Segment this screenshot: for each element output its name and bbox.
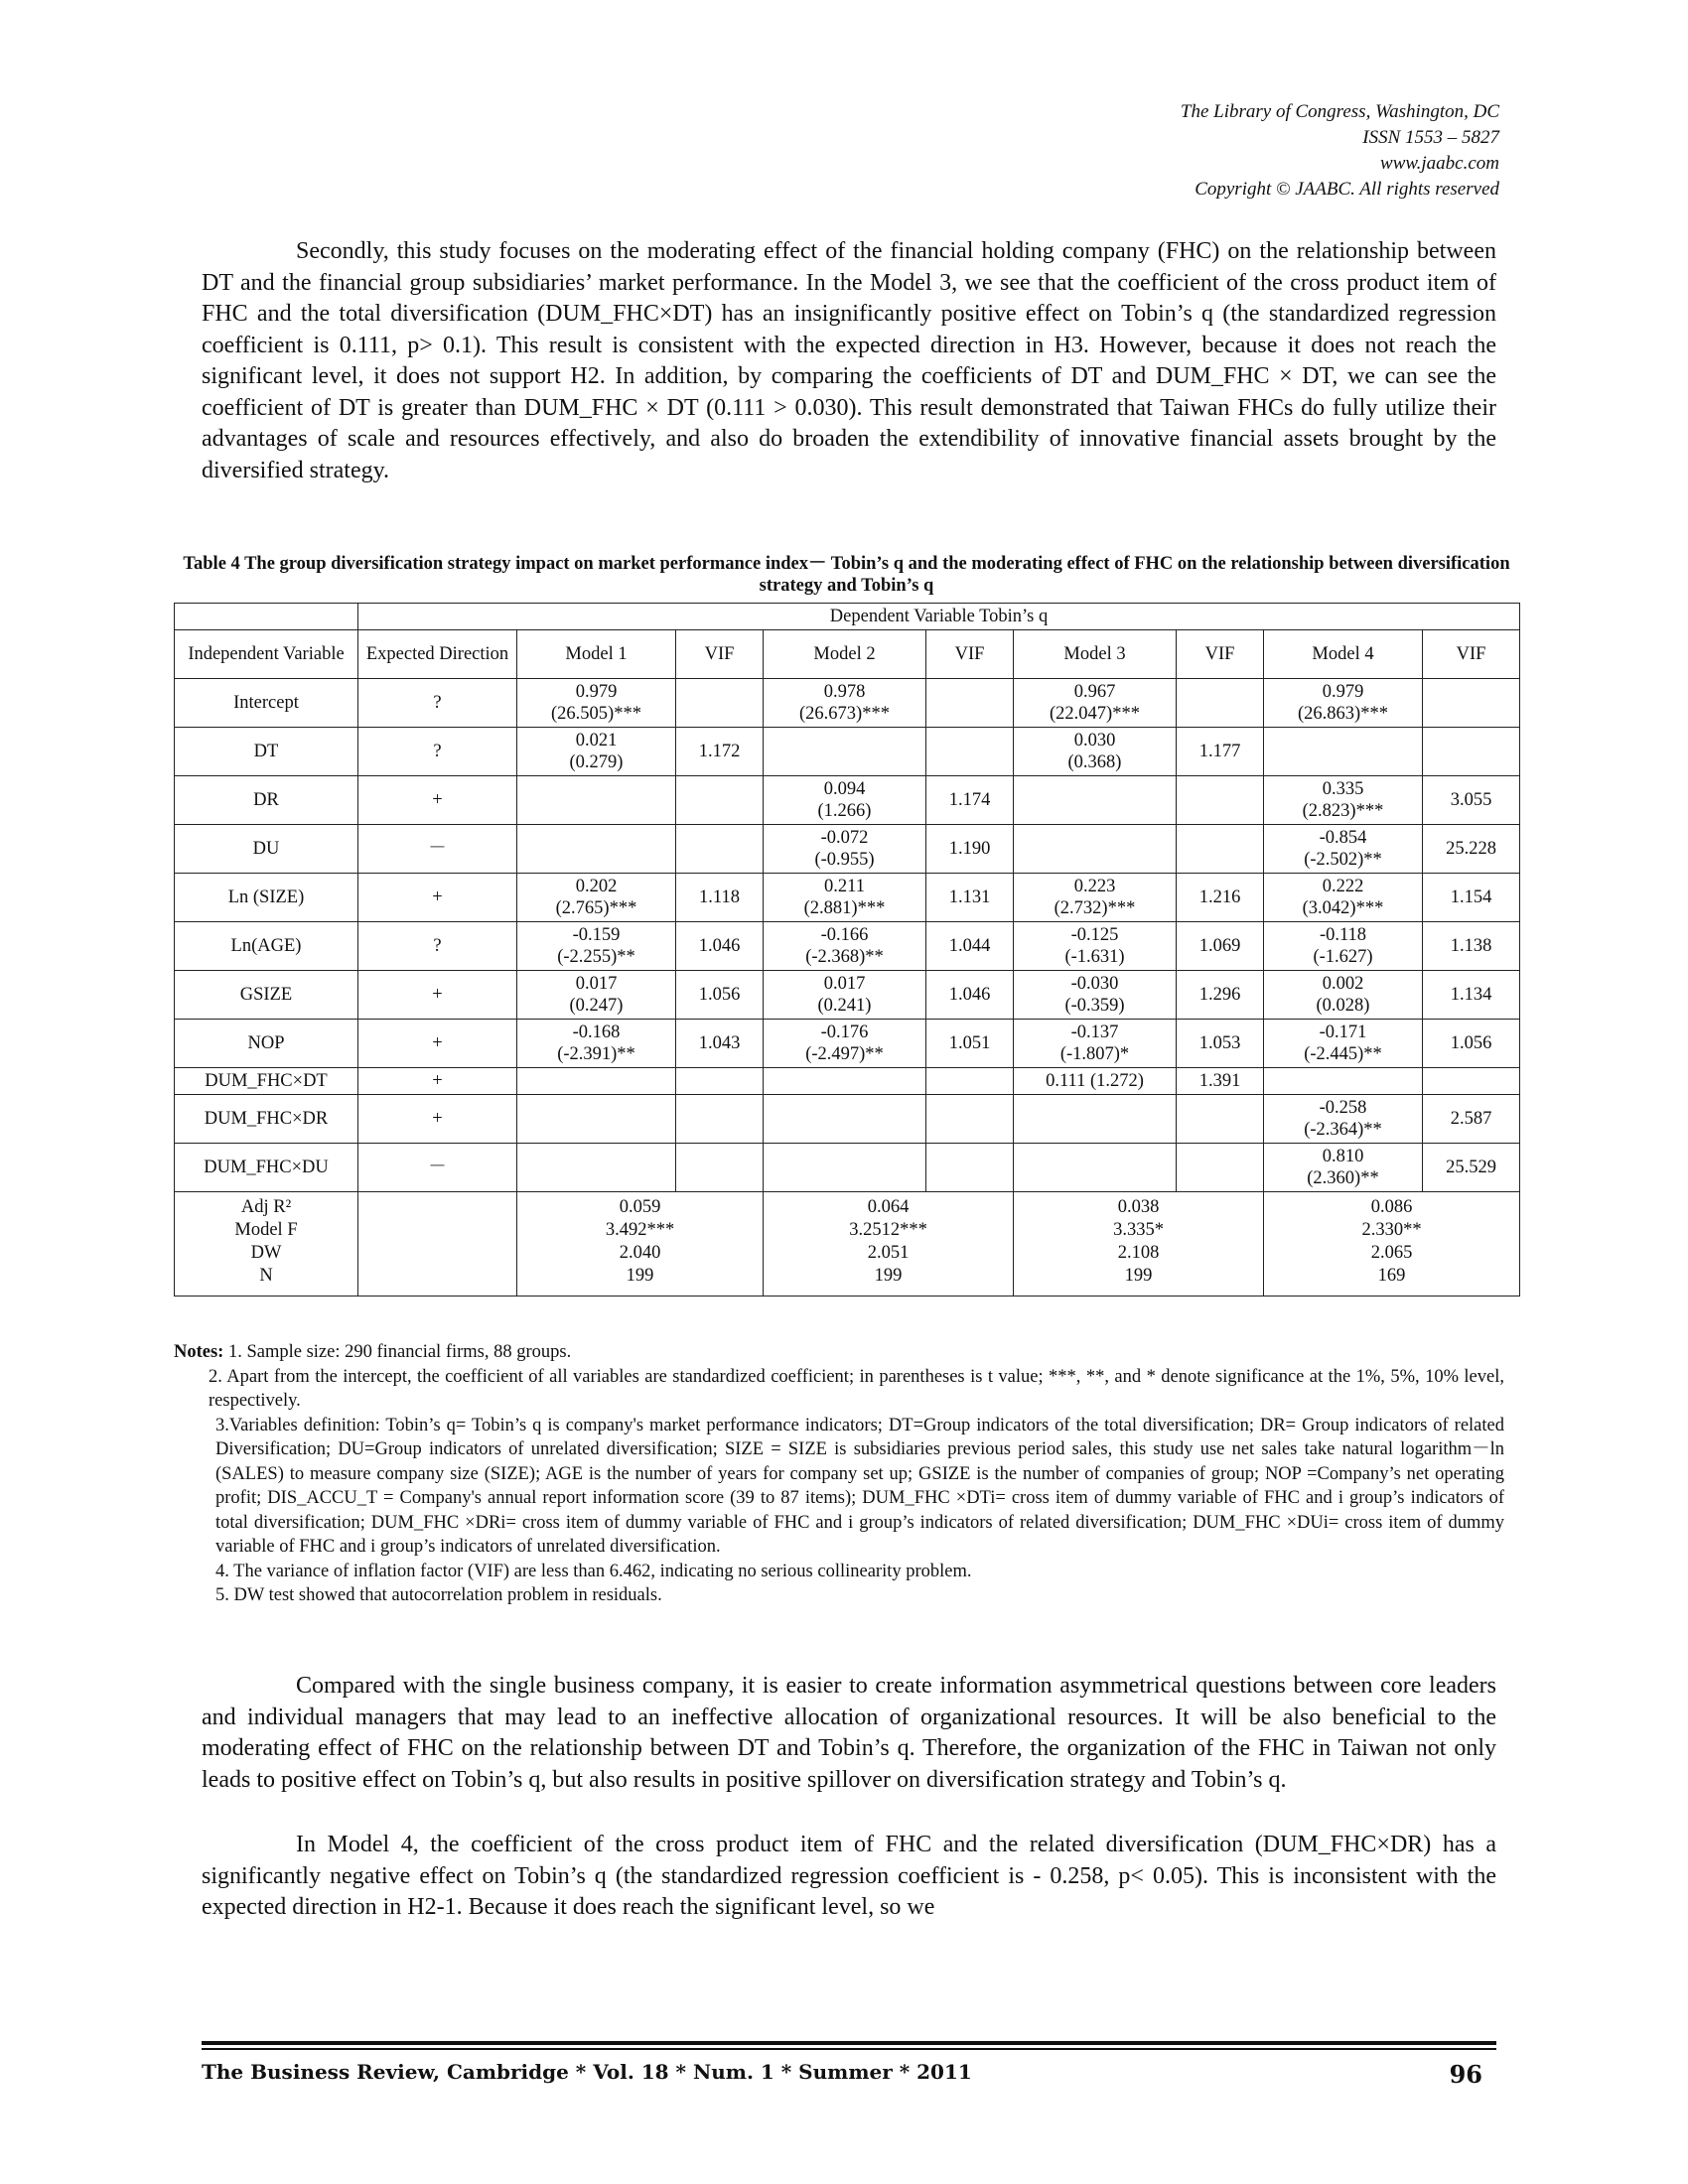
table-cell bbox=[926, 679, 1014, 728]
paragraph-1 bbox=[202, 236, 1496, 486]
stat-value: 199 bbox=[626, 1266, 654, 1286]
table-cell bbox=[926, 1144, 1014, 1192]
expected-direction: + bbox=[358, 1095, 517, 1144]
table-cell bbox=[1264, 728, 1423, 776]
table-cell: 0.978 (26.673)*** bbox=[764, 679, 926, 728]
table-cell bbox=[676, 776, 764, 825]
table-cell: 25.228 bbox=[1423, 825, 1520, 874]
table-cell bbox=[676, 1068, 764, 1095]
table-cell: 3.055 bbox=[1423, 776, 1520, 825]
table-cell bbox=[764, 1068, 926, 1095]
table-cell: 1.172 bbox=[676, 728, 764, 776]
stat-label: N bbox=[259, 1266, 273, 1286]
dependent-header-spacer bbox=[175, 604, 358, 630]
row-label: DU bbox=[175, 825, 358, 874]
table-cell: 0.979 (26.863)*** bbox=[1264, 679, 1423, 728]
table-cell: -0.072 (-0.955) bbox=[764, 825, 926, 874]
expected-direction: + bbox=[358, 874, 517, 922]
stat-value: 3.2512*** bbox=[849, 1220, 927, 1240]
table-cell: -0.176 (-2.497)** bbox=[764, 1020, 926, 1068]
row-label: DT bbox=[175, 728, 358, 776]
column-header: Independent Variable bbox=[175, 630, 358, 679]
stat-value: 2.108 bbox=[1117, 1243, 1160, 1263]
table-cell: 1.053 bbox=[1177, 1020, 1264, 1068]
paragraph-3-text: In Model 4, the coefficient of the cross product item of FHC and the related diversification (DUM_FHC×DR) has a significantly negative effect on Tobin’s q (the standardized regression coefficient is - 0.258, p< 0.05). This is inconsistent with the expected direction in H2-1. Because it does reach the significant level, so we bbox=[202, 1832, 1496, 1920]
note-3: 3.Variables definition: Tobin’s q= Tobin’s q is company's market performance indicators; DT=Group indicators of the total diversification; DR= Group indicators of related Diversification; DU=Group indicators of unrelated diversification; SIZE = SIZE is subsidiaries previous period sales, this study use net sales take natural logarithm－ln (SALES) to measure company size (SIZE); AGE is the number of years for company set up; GSIZE is the number of companies of group; NOP =Company’s net operating profit; DIS_ACCU_T = Company's annual report information score (39 to 87 items); DUM_FHC ×DTi= cross item of dummy variable of FHC and i group’s indicators of total diversification; DUM_FHC ×DRi= cross item of dummy variable of FHC and i group’s indicators of related diversification; DUM_FHC ×DUi= cross item of dummy variable of FHC and i group’s indicators of unrelated diversification. bbox=[215, 1415, 1504, 1557]
stats-labels bbox=[175, 1192, 358, 1297]
table-cell: 0.335 (2.823)*** bbox=[1264, 776, 1423, 825]
header-line-4: Copyright © JAABC. All rights reserved bbox=[1195, 179, 1499, 200]
table-cell: 0.222 (3.042)*** bbox=[1264, 874, 1423, 922]
table-cell: 1.056 bbox=[676, 971, 764, 1020]
table-row bbox=[175, 679, 1520, 728]
expected-direction: － bbox=[358, 825, 517, 874]
row-label: DUM_FHC×DR bbox=[175, 1095, 358, 1144]
table-cell bbox=[517, 1095, 676, 1144]
table-cell: 0.021 (0.279) bbox=[517, 728, 676, 776]
table-cell: 1.177 bbox=[1177, 728, 1264, 776]
table-cell bbox=[517, 825, 676, 874]
stat-value: 2.065 bbox=[1370, 1243, 1413, 1263]
table-row bbox=[175, 1068, 1520, 1095]
table-row bbox=[175, 922, 1520, 971]
header-line-3: www.jaabc.com bbox=[1380, 153, 1499, 174]
note-4: 4. The variance of inflation factor (VIF) are less than 6.462, indicating no serious collinearity problem. bbox=[215, 1561, 972, 1581]
table-cell bbox=[676, 679, 764, 728]
table-row bbox=[175, 1095, 1520, 1144]
column-header: Expected Direction bbox=[358, 630, 517, 679]
table-cell: -0.137 (-1.807)* bbox=[1014, 1020, 1177, 1068]
table-cell bbox=[1014, 776, 1177, 825]
row-label: DR bbox=[175, 776, 358, 825]
column-header: Model 3 bbox=[1014, 630, 1177, 679]
table-cell: 2.587 bbox=[1423, 1095, 1520, 1144]
expected-direction: － bbox=[358, 1144, 517, 1192]
table-cell: 1.046 bbox=[926, 971, 1014, 1020]
stat-value: 3.492*** bbox=[605, 1220, 675, 1240]
table-cell: 0.979 (26.505)*** bbox=[517, 679, 676, 728]
stat-value: 169 bbox=[1377, 1266, 1406, 1286]
table-cell: 0.017 (0.241) bbox=[764, 971, 926, 1020]
stat-value: 2.051 bbox=[867, 1243, 910, 1263]
table-cell bbox=[1014, 1095, 1177, 1144]
table-cell bbox=[764, 1144, 926, 1192]
table-cell: -0.171 (-2.445)** bbox=[1264, 1020, 1423, 1068]
table-row bbox=[175, 728, 1520, 776]
table-cell bbox=[1177, 679, 1264, 728]
notes-label: Notes: bbox=[174, 1342, 224, 1362]
note-5: 5. DW test showed that autocorrelation problem in residuals. bbox=[215, 1585, 662, 1605]
table-row bbox=[175, 874, 1520, 922]
table-cell: 1.174 bbox=[926, 776, 1014, 825]
stat-value: 199 bbox=[1124, 1266, 1153, 1286]
expected-direction: + bbox=[358, 1020, 517, 1068]
table-cell: -0.166 (-2.368)** bbox=[764, 922, 926, 971]
expected-direction: + bbox=[358, 971, 517, 1020]
row-label: DUM_FHC×DT bbox=[175, 1068, 358, 1095]
paragraph-2 bbox=[202, 1671, 1496, 1796]
table-cell: 1.296 bbox=[1177, 971, 1264, 1020]
model-stats bbox=[764, 1192, 1014, 1297]
table-cell bbox=[1177, 825, 1264, 874]
paragraph-2-text: Compared with the single business company, it is easier to create information asymmetrical questions between core leaders and individual managers that may lead to an ineffective allocation of organizational resources. It will be also beneficial to the moderating effect of FHC on the relationship between DT and Tobin’s q. Therefore, the organization of the FHC in Taiwan not only leads to positive effect on Tobin’s q, but also results in positive spillover on diversification strategy and Tobin’s q. bbox=[202, 1673, 1496, 1793]
table-cell bbox=[517, 1144, 676, 1192]
table-cell bbox=[517, 1068, 676, 1095]
table-cell: 1.134 bbox=[1423, 971, 1520, 1020]
stat-label: DW bbox=[250, 1243, 282, 1263]
footer-journal: The Business Review, Cambridge * Vol. 18 * Num. 1 * Summer * 2011 bbox=[202, 2060, 972, 2084]
model-stats bbox=[517, 1192, 764, 1297]
table-cell: 1.391 bbox=[1177, 1068, 1264, 1095]
stat-label: Adj R² bbox=[240, 1197, 292, 1217]
journal-header bbox=[1181, 99, 1499, 203]
stat-value: 3.335* bbox=[1113, 1220, 1164, 1240]
table-cell: 1.138 bbox=[1423, 922, 1520, 971]
table-cell: 0.223 (2.732)*** bbox=[1014, 874, 1177, 922]
table-notes bbox=[174, 1340, 1504, 1608]
table-cell: 1.118 bbox=[676, 874, 764, 922]
paragraph-3 bbox=[202, 1830, 1496, 1924]
table-cell: 0.111 (1.272) bbox=[1014, 1068, 1177, 1095]
row-label: GSIZE bbox=[175, 971, 358, 1020]
table-cell: 0.094 (1.266) bbox=[764, 776, 926, 825]
column-header: Model 1 bbox=[517, 630, 676, 679]
page-footer bbox=[202, 2060, 1482, 2089]
column-header: Model 4 bbox=[1264, 630, 1423, 679]
table-cell: -0.030 (-0.359) bbox=[1014, 971, 1177, 1020]
stat-value: 2.040 bbox=[619, 1243, 661, 1263]
table-cell bbox=[517, 776, 676, 825]
model-stats bbox=[1014, 1192, 1264, 1297]
table-cell: 0.211 (2.881)*** bbox=[764, 874, 926, 922]
table-cell: -0.125 (-1.631) bbox=[1014, 922, 1177, 971]
table-cell: 0.002 (0.028) bbox=[1264, 971, 1423, 1020]
paragraph-1-text: Secondly, this study focuses on the moderating effect of the financial holding company (FHC) on the relationship between DT and the financial group subsidiaries’ market performance. In the Model 3, we see that the coefficient of the cross product item of FHC and the total diversification (DUM_FHC×DT) has an insignificantly positive effect on Tobin’s q (the standardized regression coefficient is 0.111, p> 0.1). This result is consistent with the expected direction in H3. However, because it does not reach the significant level, it does not support H2. In addition, by comparing the coefficients of DT and DUM_FHC × DT, we can see the coefficient of DT is greater than DUM_FHC × DT (0.111 > 0.030). This result demonstrated that Taiwan FHCs do fully utilize their advantages of scale and resources effectively, and also do broaden the extendibility of innovative financial assets brought by the diversified strategy. bbox=[202, 238, 1496, 483]
stat-label: Model F bbox=[234, 1220, 298, 1240]
expected-direction: + bbox=[358, 1068, 517, 1095]
expected-direction: ? bbox=[358, 728, 517, 776]
table-cell: 1.131 bbox=[926, 874, 1014, 922]
table-cell bbox=[926, 1095, 1014, 1144]
row-label: Intercept bbox=[175, 679, 358, 728]
row-label: NOP bbox=[175, 1020, 358, 1068]
table-cell bbox=[764, 728, 926, 776]
table-cell bbox=[1264, 1068, 1423, 1095]
table-cell: 1.046 bbox=[676, 922, 764, 971]
table-cell: 1.051 bbox=[926, 1020, 1014, 1068]
row-label: Ln (SIZE) bbox=[175, 874, 358, 922]
header-line-1: The Library of Congress, Washington, DC bbox=[1180, 101, 1499, 122]
table-caption: Table 4 The group diversification strategy impact on market performance index－ Tobin’s q and the moderating effect of FHC on the relationship between diversification strategy and Tobin’s q bbox=[183, 554, 1510, 596]
table-row bbox=[175, 1144, 1520, 1192]
stat-value: 2.330** bbox=[1361, 1220, 1422, 1240]
table-cell bbox=[676, 825, 764, 874]
header-line-2: ISSN 1553 – 5827 bbox=[1362, 127, 1499, 148]
table-cell: 1.190 bbox=[926, 825, 1014, 874]
table-cell: 0.030 (0.368) bbox=[1014, 728, 1177, 776]
table-cell: 1.043 bbox=[676, 1020, 764, 1068]
stat-value: 0.059 bbox=[619, 1197, 661, 1217]
column-header: VIF bbox=[926, 630, 1014, 679]
model-stats bbox=[1264, 1192, 1520, 1297]
table-cell bbox=[1423, 728, 1520, 776]
expected-direction: + bbox=[358, 776, 517, 825]
stats-blank bbox=[358, 1192, 517, 1297]
table-cell: 1.044 bbox=[926, 922, 1014, 971]
table-cell: 0.017 (0.247) bbox=[517, 971, 676, 1020]
regression-table bbox=[174, 603, 1520, 1297]
expected-direction: ? bbox=[358, 679, 517, 728]
table-row bbox=[175, 825, 1520, 874]
table-cell bbox=[676, 1144, 764, 1192]
table-cell bbox=[1177, 1095, 1264, 1144]
row-label: DUM_FHC×DU bbox=[175, 1144, 358, 1192]
table-cell bbox=[1014, 825, 1177, 874]
stat-value: 0.064 bbox=[867, 1197, 910, 1217]
table-cell bbox=[764, 1095, 926, 1144]
table-row bbox=[175, 971, 1520, 1020]
table-cell: -0.159 (-2.255)** bbox=[517, 922, 676, 971]
row-label: Ln(AGE) bbox=[175, 922, 358, 971]
table-cell bbox=[926, 1068, 1014, 1095]
stat-value: 0.038 bbox=[1117, 1197, 1160, 1217]
footer-rule-thin bbox=[202, 2048, 1496, 2050]
table-header-row bbox=[175, 630, 1520, 679]
table-cell: -0.854 (-2.502)** bbox=[1264, 825, 1423, 874]
table-cell: 1.154 bbox=[1423, 874, 1520, 922]
table-cell bbox=[1423, 679, 1520, 728]
stat-value: 0.086 bbox=[1370, 1197, 1413, 1217]
note-2: 2. Apart from the intercept, the coefficient of all variables are standardized coefficient; in parentheses is t value; ***, **, and * denote significance at the 1%, 5%, 10% level, respectively. bbox=[209, 1366, 1504, 1411]
dependent-variable-header: Dependent Variable Tobin’s q bbox=[358, 604, 1520, 630]
table-cell: 0.810 (2.360)** bbox=[1264, 1144, 1423, 1192]
table-cell bbox=[926, 728, 1014, 776]
table-cell bbox=[676, 1095, 764, 1144]
footer-rule-thick bbox=[202, 2041, 1496, 2045]
column-header: VIF bbox=[676, 630, 764, 679]
table-cell: 0.967 (22.047)*** bbox=[1014, 679, 1177, 728]
table-cell bbox=[1177, 1144, 1264, 1192]
note-1: 1. Sample size: 290 financial firms, 88 groups. bbox=[223, 1342, 572, 1362]
stats-row bbox=[175, 1192, 1520, 1297]
table-cell: 1.056 bbox=[1423, 1020, 1520, 1068]
column-header: VIF bbox=[1177, 630, 1264, 679]
table-row bbox=[175, 776, 1520, 825]
table-cell: 0.202 (2.765)*** bbox=[517, 874, 676, 922]
table-cell: -0.168 (-2.391)** bbox=[517, 1020, 676, 1068]
column-header: Model 2 bbox=[764, 630, 926, 679]
page-number: 96 bbox=[1449, 2060, 1482, 2089]
expected-direction: ? bbox=[358, 922, 517, 971]
stat-value: 199 bbox=[874, 1266, 903, 1286]
table-cell: -0.118 (-1.627) bbox=[1264, 922, 1423, 971]
table-cell bbox=[1177, 776, 1264, 825]
table-cell: 1.216 bbox=[1177, 874, 1264, 922]
table-cell: 25.529 bbox=[1423, 1144, 1520, 1192]
table-cell: 1.069 bbox=[1177, 922, 1264, 971]
column-header: VIF bbox=[1423, 630, 1520, 679]
table-cell: -0.258 (-2.364)** bbox=[1264, 1095, 1423, 1144]
table-cell bbox=[1014, 1144, 1177, 1192]
table-row bbox=[175, 1020, 1520, 1068]
table-cell bbox=[1423, 1068, 1520, 1095]
